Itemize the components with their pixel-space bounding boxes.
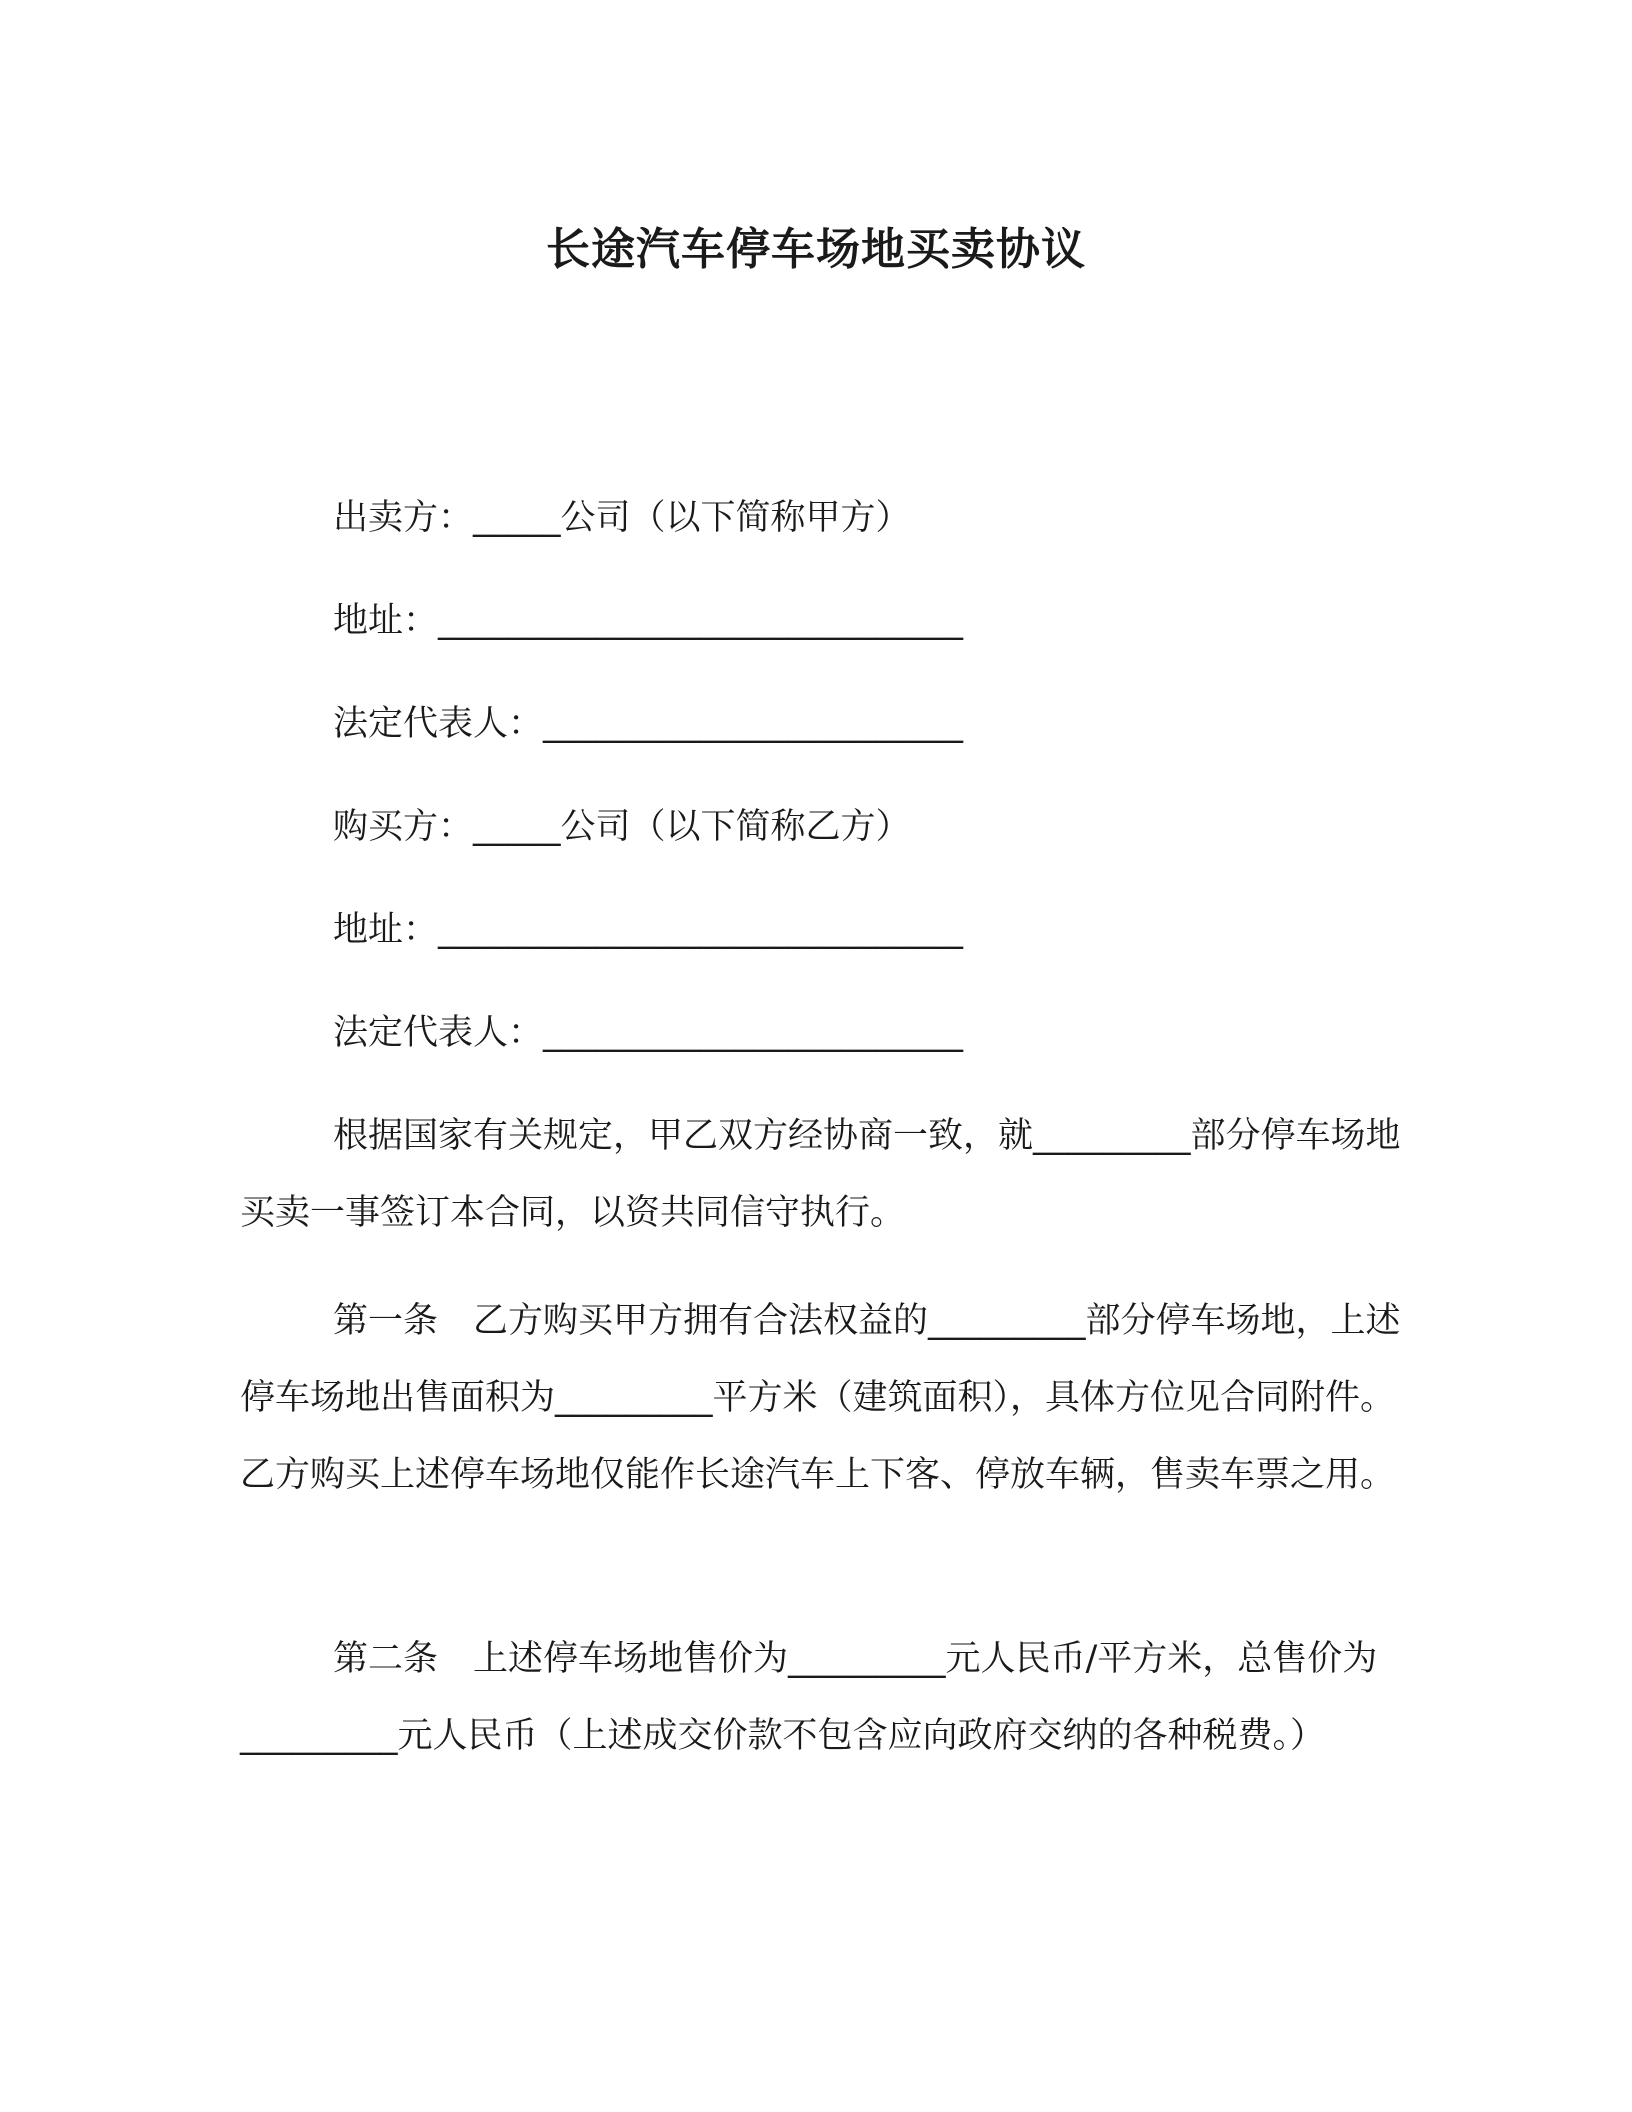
preamble-paragraph — [240, 1098, 1420, 1252]
article-two-text: 第二条 上述停车场地售价为_________元人民币/平方米，总售价为_________元人民币（上述成交价款不包含应向政府交纳的各种税费。） — [240, 1639, 1378, 1756]
article-one-text: 第一条 乙方购买甲方拥有合法权益的_________部分停车场地，上述停车场地出售面积为_________平方米（建筑面积），具体方位见合同附件。乙方购买上述停车场地仅能作长途汽车上下客、停放车辆，售卖车票之用。 — [240, 1301, 1401, 1495]
seller-address-line: 地址：______________________________ — [333, 601, 964, 641]
article-two-paragraph — [240, 1621, 1420, 1775]
preamble-text: 根据国家有关规定，甲乙双方经协商一致，就_________部分停车场地买卖一事签订本合同，以资共同信守执行。 — [240, 1116, 1401, 1233]
seller-name-line: 出卖方：_____公司（以下简称甲方） — [333, 498, 911, 538]
buyer-address-line: 地址：______________________________ — [333, 910, 964, 950]
buyer-name-line: 购买方：_____公司（以下简称乙方） — [333, 807, 911, 847]
seller-representative-line: 法定代表人：________________________ — [333, 704, 964, 744]
document-title: 长途汽车停车场地买卖协议 — [546, 224, 1086, 275]
buyer-representative-line: 法定代表人：________________________ — [333, 1013, 964, 1053]
article-one-paragraph — [240, 1283, 1420, 1514]
